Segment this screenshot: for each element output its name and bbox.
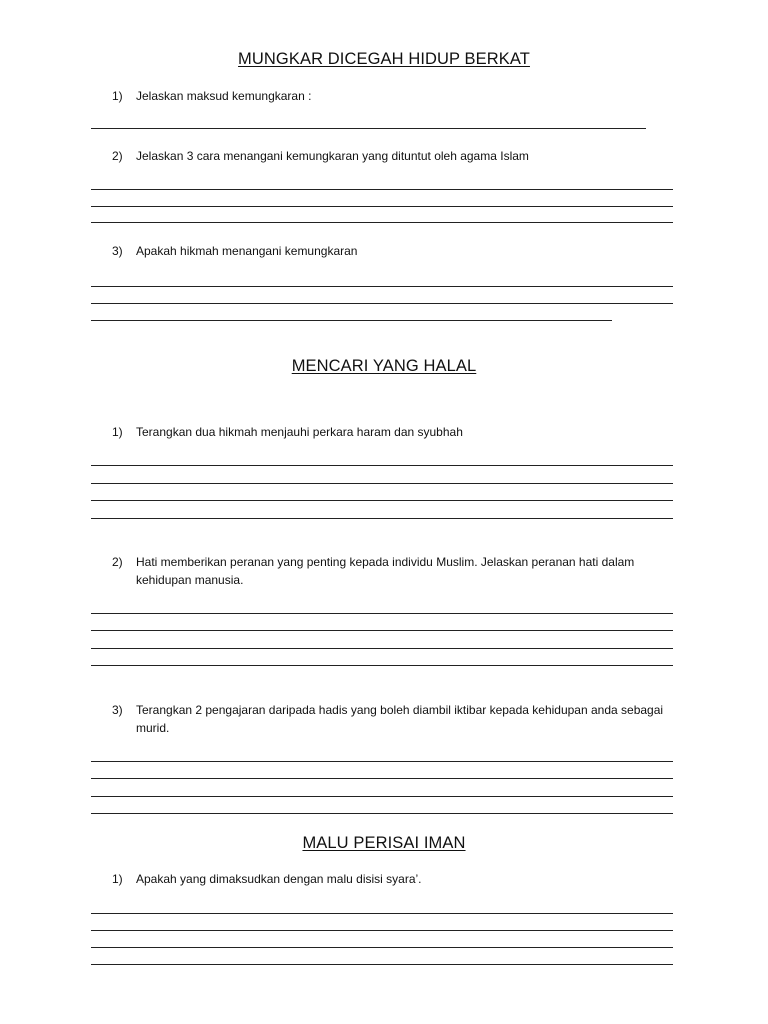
- answer-line[interactable]: [91, 518, 673, 519]
- answer-line[interactable]: [91, 964, 673, 965]
- answer-line[interactable]: [91, 286, 673, 287]
- answer-line[interactable]: [91, 320, 612, 321]
- answer-line[interactable]: [91, 465, 673, 466]
- question-number: 2): [112, 149, 123, 163]
- question-1-3: [112, 242, 672, 260]
- answer-line[interactable]: [91, 613, 673, 614]
- answer-line[interactable]: [91, 189, 673, 190]
- question-number: 1): [112, 425, 123, 439]
- answer-line[interactable]: [91, 648, 673, 649]
- question-3-1: [112, 870, 672, 888]
- answer-line[interactable]: [91, 303, 673, 304]
- question-2-3: [112, 701, 672, 737]
- answer-line[interactable]: [91, 947, 673, 948]
- section-title-mungkar: MUNGKAR DICEGAH HIDUP BERKAT: [238, 50, 530, 68]
- section-title-malu: MALU PERISAI IMAN: [302, 834, 466, 852]
- section-title-halal: MENCARI YANG HALAL: [291, 357, 477, 375]
- question-number: 2): [112, 555, 123, 569]
- answer-line[interactable]: [91, 222, 673, 223]
- answer-line[interactable]: [91, 913, 673, 914]
- question-2-1: [112, 423, 672, 441]
- answer-line[interactable]: [91, 206, 673, 207]
- answer-line[interactable]: [91, 128, 646, 129]
- answer-line[interactable]: [91, 778, 673, 779]
- question-1-1: [112, 87, 672, 105]
- question-number: 3): [112, 703, 123, 717]
- answer-line[interactable]: [91, 761, 673, 762]
- answer-line[interactable]: [91, 665, 673, 666]
- question-number: 1): [112, 872, 123, 886]
- question-2-2: [112, 553, 672, 589]
- question-1-2: [112, 147, 672, 165]
- question-text: Jelaskan 3 cara menangani kemungkaran yang dituntut oleh agama Islam: [136, 149, 529, 163]
- question-number: 1): [112, 89, 123, 103]
- question-text: Apakah hikmah menangani kemungkaran: [136, 244, 358, 258]
- answer-line[interactable]: [91, 500, 673, 501]
- answer-line[interactable]: [91, 630, 673, 631]
- question-text: Jelaskan maksud kemungkaran :: [136, 89, 312, 103]
- answer-line[interactable]: [91, 930, 673, 931]
- question-text: Hati memberikan peranan yang penting kepada individu Muslim. Jelaskan peranan hati dalam kehidupan manusia.: [136, 555, 635, 587]
- answer-line[interactable]: [91, 483, 673, 484]
- question-text: Apakah yang dimaksudkan dengan malu disisi syara’.: [136, 872, 422, 886]
- question-text: Terangkan dua hikmah menjauhi perkara haram dan syubhah: [136, 425, 463, 439]
- question-number: 3): [112, 244, 123, 258]
- answer-line[interactable]: [91, 796, 673, 797]
- question-text: Terangkan 2 pengajaran daripada hadis yang boleh diambil iktibar kepada kehidupan anda sebagai murid.: [136, 703, 664, 735]
- answer-line[interactable]: [91, 813, 673, 814]
